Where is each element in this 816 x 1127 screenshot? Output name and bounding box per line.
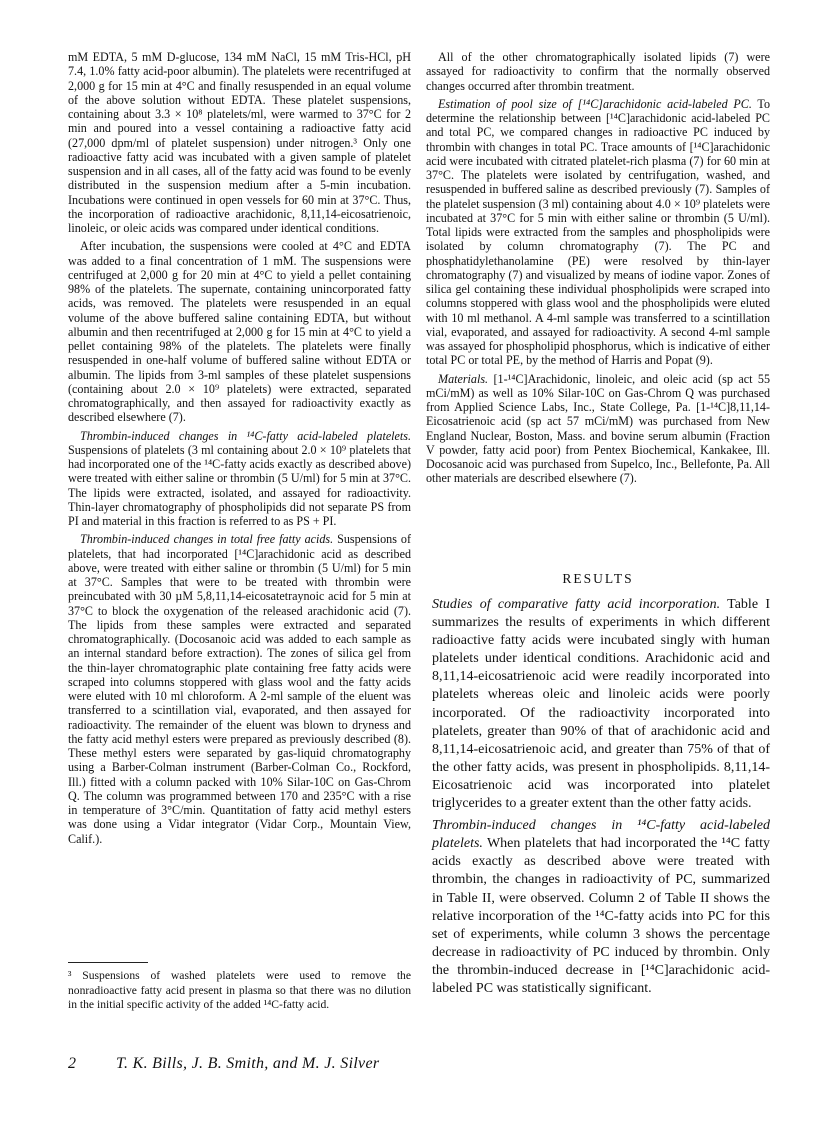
paragraph-methods-incubation: mM EDTA, 5 mM D-glucose, 134 mM NaCl, 15 mM Tris-HCl, pH 7.4, 1.0% fatty acid-poor albumin). The platelets were recentrifuged at 2,000 g for 15 min at 4°C and finally resuspended in an equal volume of the above solution without EDTA. These platelet suspensions, containing about 3.3 × 10⁸ platelets/ml, were warmed to 37°C for 2 min and poured into a vessel containing a radioactive fatty acid (27,000 dpm/ml of platelet suspension) under nitrogen.³ Only one radioactive fatty acid was incubated with a given sample of platelet suspension and in all cases, all of the fatty acid was found to be evenly distributed in the suspension medium after a 5-min incubation. Incubations were continued in open vessels for 60 min at 37°C. Thus, the incorporation of radioactive arachidonic, 8,11,14-eicosatrienoic, linoleic, or oleic acids was compared under identical conditions.: [68, 50, 411, 235]
left-column: [68, 50, 411, 846]
footnote-rule: [68, 962, 148, 963]
body-pool-size: To determine the relationship between [¹⁴C]arachidonic acid-labeled PC and total PC, we compared changes in radioactive PC induced by thrombin with changes in total PC. Trace amounts of [¹⁴C]arachidonic acid were incubated with citrated platelet-rich plasma (7) for 60 min at 37°C. The platelets were isolated by centrifugation, washed, and resuspended in buffered saline as described previously (7). Samples of the platelet suspension (3 ml) containing about 4.0 × 10⁹ platelets were incubated at 37°C for 5 min with either saline or thrombin (5 U/ml). Total lipids were extracted from the samples and phospholipids were isolated by column chromatography (7). The PC and phosphatidylethanolamine (PE) were resolved by thin-layer chromatography (7) and visualized by means of iodine vapor. Zones of silica gel containing these individual phospholipids were scraped into columns stoppered with glass wool and the phospholipids were eluted with 10 ml methanol. A 4-ml sample was transferred to a scintillation vial, evaporated, and assayed for radioactivity. A second 4-ml sample was assayed for phospholipid phosphorus, which is indicative of either total PC or total PE, by the method of Harris and Popat (9).: [426, 96, 770, 368]
results-section: [432, 596, 770, 998]
paragraph-thrombin-labeled: [68, 429, 411, 529]
paragraph-thrombin-changes: [432, 817, 770, 998]
footnote: ³ Suspensions of washed platelets were used to remove the nonradioactive fatty acid present in plasma so that there was no dilution in the initial specific activity of the added ¹⁴C-fatty acid.: [68, 969, 411, 1011]
paragraph-free-fatty-acids: [68, 532, 411, 846]
page-number: 2: [68, 1055, 76, 1072]
subheading-materials: Materials.: [438, 371, 489, 386]
subheading-free-fatty-acids: Thrombin-induced changes in total free fatty acids.: [80, 532, 334, 547]
running-footer-authors: T. K. Bills, J. B. Smith, and M. J. Silver: [116, 1055, 380, 1072]
body-incorporation: Table I summarizes the results of experiments in which different radioactive fatty acids were incubated singly with human platelets under identical conditions. Arachidonic acid and 8,11,14-eicosatrienoic acid were readily incorporated into platelets whereas oleic and linoleic acids were poorly incorporated. Of the radioactivity incorporated into platelets, greater than 90% of that of arachidonic acid and 8,11,14-eicosatrienoic acid, and greater than 75% of that of the other fatty acids, was present in phospholipids. 8,11,14-Eicosatrienoic acid was incorporated into platelet triglycerides to a greater extent than the other fatty acids.: [432, 597, 770, 812]
paragraph-materials: [426, 372, 770, 486]
body-free-fatty-acids: Suspensions of platelets, that had incorporated [¹⁴C]arachidonic acid as described above, were treated with either saline or thrombin (5 U/ml) for 5 min at 37°C. Samples that were to be treated with thrombin were preincubated with 30 µM 5,8,11,14-eicosatetraynoic acid for 5 min at 37°C to block the oxygenation of the released arachidonic acid (7). The lipids from these samples were extracted and separated chromatographically. (Docosanoic acid was added to each sample as an internal standard before extraction). The zones of silica gel from the thin-layer chromatographic plate containing free fatty acids were scraped into columns stoppered with glass wool and the fatty acids were eluted with 10 ml chloroform. A 2-ml sample of the eluent was transferred to a scintillation vial, evaporated, and then assayed for radioactivity. The remainder of the eluent was blown to dryness and the fatty acid methyl esters were prepared as previously described (8). These methyl esters were separated by gas-liquid chromatography using a Barber-Colman instrument (Barber-Colman Co., Rockford, Ill.) fitted with a column packed with 10% Silar-10C on Gas-Chrom Q. The column was programmed between 170 and 235°C with a rise in temperature of 3°C/min. Quantitation of fatty acid methyl esters was done using a Vidar integrator (Vidar Corp., Mountain View, Calif.).: [68, 532, 412, 846]
results-heading: RESULTS: [562, 571, 634, 586]
body-materials: [1-¹⁴C]Arachidonic, linoleic, and oleic acid (sp act 55 mCi/mM) as well as 10% Silar-10C on Gas-Chrom Q was purchased from Applied Science Labs, Inc., State College, Pa. [1-¹⁴C]8,11,14-Eicosatrienoic acid (sp act 57 mCi/mM) was purchased from New England Nuclear, Boston, Mass. and bovine serum albumin (Fraction V powder, fatty acid poor) from Pentex Biochemical, Kankakee, Ill. Docosanoic acid was purchased from Supelco, Inc., Bellefonte, Pa. All other materials are described elsewhere (7).: [426, 371, 770, 486]
body-thrombin-labeled: Suspensions of platelets (3 ml containing about 2.0 × 10⁹ platelets that had incorporated one of the ¹⁴C-fatty acids exactly as described above) were treated with either saline or thrombin (5 U/ml) for 5 min at 37°C. The lipids were extracted, isolated, and assayed for radioactivity. Thin-layer chromatography of phospholipids did not separate PS from PI and material in this fraction is referred to as PS + PI.: [68, 442, 411, 528]
subheading-pool-size: Estimation of pool size of [¹⁴C]arachidonic acid-labeled PC.: [438, 96, 752, 111]
right-column: [426, 50, 770, 486]
body-thrombin-changes: When platelets that had incorporated the ¹⁴C fatty acids exactly as described above were treated with thrombin, the changes in radioactivity of PC, summarized in Table II, were observed. Column 2 of Table II shows the relative incorporation of the ¹⁴C-fatty acids into PC for this set of experiments, while column 3 shows the percentage decrease in radioactivity of PC induced by thrombin. Only the thrombin-induced decrease in [¹⁴C]arachidonic acid-labeled PC was statistically significant.: [432, 836, 770, 996]
paragraph-incorporation: [432, 596, 770, 813]
paragraph-methods-washing: After incubation, the suspensions were cooled at 4°C and EDTA was added to a final concentration of 1 mM. The suspensions were centrifuged at 2,000 g for 20 min at 4°C to yield a pellet containing 98% of the platelets. The supernate, containing unincorporated fatty acids, was removed. The platelets were resuspended in an equal volume of the above buffered saline containing EDTA, but without albumin and then recentrifuged at 2,000 g for 15 min at 4°C to yield a pellet containing 98% of the platelets. The platelets were finally resuspended in one-half volume of buffered saline without EDTA or albumin. The lipids from 3-ml samples of these platelet suspensions (containing about 2.0 × 10⁹ platelets) were extracted, separated chromatographically, and then assayed for radioactivity exactly as described elsewhere (7).: [68, 239, 411, 425]
subheading-thrombin-labeled: Thrombin-induced changes in ¹⁴C-fatty acid-labeled platelets.: [80, 428, 411, 443]
subheading-incorporation: Studies of comparative fatty acid incorporation.: [432, 597, 721, 612]
paragraph-pool-size: [426, 97, 770, 368]
subheading-thrombin-changes: Thrombin-induced changes in ¹⁴C-fatty acid-labeled platelets.: [432, 818, 770, 852]
paragraph-other-lipids: All of the other chromatographically isolated lipids (7) were assayed for radioactivity to confirm that the normally observed changes occurred after thrombin treatment.: [426, 50, 770, 93]
